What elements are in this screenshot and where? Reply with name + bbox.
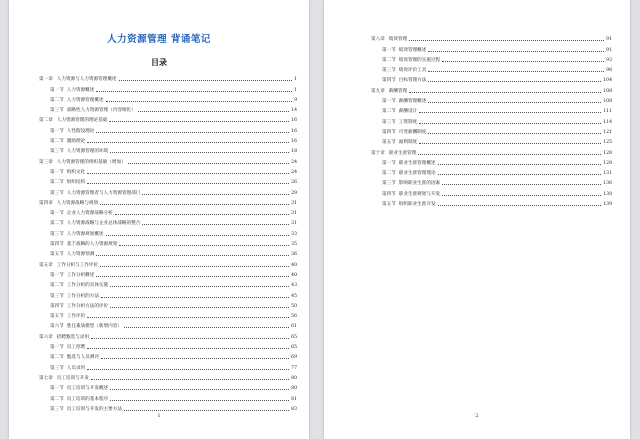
toc-entry-title: 员工培训与开发概述 xyxy=(66,386,109,392)
toc-leader-dots xyxy=(124,326,289,328)
toc-entry-number: 第五节 xyxy=(382,140,396,146)
toc-entry-number: 第二节 xyxy=(382,57,396,63)
toc-section-entry[interactable] xyxy=(39,350,297,360)
toc-entry-page: 16 xyxy=(291,139,297,145)
toc-leader-dots xyxy=(142,193,289,195)
toc-entry-title: 人力资源战略与企业总体战略的整合 xyxy=(66,221,141,227)
toc-entry-page: 45 xyxy=(291,293,297,299)
toc-entry-title: 工作分析的方法 xyxy=(66,293,99,299)
toc-leader-dots xyxy=(87,368,289,370)
toc-entry-page: 131 xyxy=(603,171,612,177)
toc-entry-title: 工作分析方法的评价 xyxy=(66,303,109,309)
toc-entry-number: 第四节 xyxy=(50,242,64,248)
toc-entry-title: 福利制度 xyxy=(398,140,418,146)
toc-section-entry[interactable] xyxy=(371,94,612,104)
toc-leader-dots xyxy=(87,316,289,318)
toc-section-entry[interactable] xyxy=(371,156,612,166)
toc-entry-title: 激励理论 xyxy=(66,139,86,145)
toc-entry-page: 35 xyxy=(291,242,297,248)
toc-section-entry[interactable] xyxy=(39,175,297,185)
toc-chapter-entry[interactable] xyxy=(39,329,297,339)
toc-entry-number: 第四节 xyxy=(382,78,396,84)
toc-leader-dots xyxy=(124,409,289,411)
toc-entry-number: 第一节 xyxy=(50,169,64,175)
toc-entry-number: 第五节 xyxy=(50,252,64,258)
toc-entry-number: 第一节 xyxy=(382,99,396,105)
toc-section-entry[interactable] xyxy=(39,391,297,401)
toc-entry-title: 基于战略的人力资源规划 xyxy=(66,242,118,248)
toc-entry-page: 1 xyxy=(294,77,297,83)
toc-entry-title: 人力资源与人力资源管理概述 xyxy=(56,77,117,83)
toc-chapter-entry[interactable] xyxy=(39,113,297,123)
toc-entry-page: 14 xyxy=(291,108,297,114)
toc-entry-title: 影响职业生涯的因素 xyxy=(398,181,441,187)
page-number: 1 xyxy=(157,413,161,419)
toc-section-entry[interactable] xyxy=(371,186,612,196)
document-title: 人力资源管理 背诵笔记 xyxy=(107,34,211,45)
toc-leader-dots xyxy=(428,80,601,82)
toc-entry-number: 第三节 xyxy=(50,406,64,412)
toc-entry-page: 91 xyxy=(606,47,612,53)
toc-entry-title: 人性假设理论 xyxy=(66,128,95,134)
toc-section-entry[interactable] xyxy=(39,288,297,298)
toc-entry-title: 组织结构 xyxy=(66,180,86,186)
toc-section-entry[interactable] xyxy=(371,197,612,207)
toc-section-entry[interactable] xyxy=(39,82,297,92)
toc-entry-page: 24 xyxy=(291,169,297,175)
toc-leader-dots xyxy=(115,213,289,215)
toc-section-entry[interactable] xyxy=(39,216,297,226)
toc-entry-number: 第一节 xyxy=(382,47,396,53)
toc-entry-page: 65 xyxy=(291,345,297,351)
toc-chapter-entry[interactable] xyxy=(371,145,612,155)
toc-entry-title: 人力资源预测 xyxy=(66,252,95,258)
toc-entry-title: 员工培训的基本程序 xyxy=(66,396,109,402)
toc-section-entry[interactable] xyxy=(39,134,297,144)
toc-leader-dots xyxy=(442,183,601,185)
toc-entry-number: 第三节 xyxy=(50,231,64,237)
toc-entry-number: 第二节 xyxy=(50,283,64,289)
toc-section-entry[interactable] xyxy=(39,381,297,391)
toc-leader-dots xyxy=(106,100,293,102)
toc-entry-number: 第三节 xyxy=(50,365,64,371)
toc-leader-dots xyxy=(106,234,290,236)
toc-leader-dots xyxy=(142,223,289,225)
toc-entry-title: 工作分析与工作评价 xyxy=(56,262,99,268)
toc-section-entry[interactable] xyxy=(39,247,297,257)
toc-entry-title: 职业生涯管理概述 xyxy=(398,160,436,166)
toc-entry-page: 18 xyxy=(291,149,297,155)
toc-entry-page: 61 xyxy=(291,324,297,330)
toc-leader-dots xyxy=(442,60,604,62)
toc-entry-number: 第三节 xyxy=(50,293,64,299)
toc-section-entry[interactable] xyxy=(39,278,297,288)
toc-entry-title: 可变薪酬制度 xyxy=(398,129,427,135)
toc-entry-page: 50 xyxy=(291,303,297,309)
toc-entry-title: 组织文化 xyxy=(66,169,86,175)
toc-leader-dots xyxy=(110,399,289,401)
toc-entry-title: 战略性人力资源管理（内容细化） xyxy=(66,108,136,114)
toc-entry-title: 人员录用 xyxy=(66,365,86,371)
toc-entry-page: 43 xyxy=(291,283,297,289)
toc-entry-number: 第一节 xyxy=(50,128,64,134)
toc-leader-dots xyxy=(119,244,289,246)
toc-entry-page: 128 xyxy=(603,160,612,166)
toc-entry-page: 81 xyxy=(291,396,297,402)
toc-leader-dots xyxy=(109,120,289,122)
toc-leader-dots xyxy=(428,101,601,103)
toc-entry-number: 第八章 xyxy=(371,37,385,43)
toc-entry-page: 111 xyxy=(603,109,612,115)
toc-entry-page: 121 xyxy=(603,129,612,135)
toc-entry-title: 人力资源概述 xyxy=(66,87,95,93)
toc-entry-page: 108 xyxy=(603,88,612,94)
toc-entry-title: 员工培训与开发的主要方法 xyxy=(66,406,122,412)
toc-entry-title: 人力资源战略与规划 xyxy=(56,200,99,206)
toc-entry-title: 人力资源管理概述 xyxy=(66,97,104,103)
toc-entry-number: 第三节 xyxy=(50,190,64,196)
toc-entry-title: 人力资源管理的理论基础 xyxy=(56,118,108,124)
toc-leader-dots xyxy=(91,337,289,339)
toc-leader-dots xyxy=(101,296,289,298)
toc-leader-dots xyxy=(87,141,289,143)
toc-chapter-entry[interactable] xyxy=(39,154,297,164)
toc-section-entry[interactable] xyxy=(39,268,297,278)
document-page-1 xyxy=(9,0,309,439)
toc-section-entry[interactable] xyxy=(39,144,297,154)
toc-entry-title: 胜任素质模型（新增内容） xyxy=(66,324,122,330)
toc-section-entry[interactable] xyxy=(39,402,297,412)
toc-leader-dots xyxy=(91,378,289,380)
toc-entry-page: 91 xyxy=(606,37,612,43)
toc-section-entry[interactable] xyxy=(39,123,297,133)
toc-entry-title: 绩效管理 xyxy=(388,37,408,43)
toc-leader-dots xyxy=(419,142,601,144)
toc-leader-dots xyxy=(128,162,289,164)
toc-entry-page: 31 xyxy=(291,221,297,227)
toc-section-entry[interactable] xyxy=(39,237,297,247)
toc-section-entry[interactable] xyxy=(39,340,297,350)
toc-entry-number: 第七章 xyxy=(39,375,53,381)
toc-leader-dots xyxy=(110,306,289,308)
toc-entry-page: 136 xyxy=(603,181,612,187)
toc-section-entry[interactable] xyxy=(371,166,612,176)
toc-leader-dots xyxy=(418,153,601,155)
toc-entry-title: 组织职业生涯开发 xyxy=(398,202,436,208)
document-page-2 xyxy=(324,0,630,439)
toc-entry-number: 第六章 xyxy=(39,334,53,340)
toc-section-entry[interactable] xyxy=(39,309,297,319)
toc-entry-page: 83 xyxy=(291,406,297,412)
page-number: 2 xyxy=(475,413,479,419)
toc-entry-page: 108 xyxy=(603,99,612,105)
toc-entry-page: 125 xyxy=(603,140,612,146)
toc-entry-page: 77 xyxy=(291,365,297,371)
toc-entry-title: 员工培训与开发 xyxy=(56,375,89,381)
toc-entry-page: 31 xyxy=(291,200,297,206)
toc-leader-dots xyxy=(438,163,602,165)
toc-entry-title: 绩效管理概述 xyxy=(398,47,427,53)
toc-entry-page: 1 xyxy=(294,87,297,93)
toc-entry-number: 第二节 xyxy=(50,396,64,402)
toc-entry-number: 第二节 xyxy=(50,97,64,103)
toc-heading: 目录 xyxy=(151,58,167,67)
toc-entry-page: 40 xyxy=(291,272,297,278)
toc-section-entry[interactable] xyxy=(39,103,297,113)
toc-entry-number: 第四节 xyxy=(50,303,64,309)
toc-entry-page: 24 xyxy=(291,159,297,165)
toc-leader-dots xyxy=(96,131,289,133)
toc-section-entry[interactable] xyxy=(371,176,612,186)
toc-entry-page: 29 xyxy=(291,190,297,196)
toc-section-entry[interactable] xyxy=(39,93,297,103)
toc-entry-number: 第二节 xyxy=(382,171,396,177)
table-of-contents xyxy=(371,32,612,207)
toc-entry-number: 第一节 xyxy=(50,211,64,217)
toc-leader-dots xyxy=(100,203,289,205)
toc-entry-title: 目标管理方法 xyxy=(398,78,427,84)
toc-leader-dots xyxy=(100,265,289,267)
toc-entry-number: 第五章 xyxy=(39,262,53,268)
toc-entry-number: 第一节 xyxy=(50,272,64,278)
toc-leader-dots xyxy=(96,275,289,277)
toc-leader-dots xyxy=(438,204,602,206)
toc-section-entry[interactable] xyxy=(39,165,297,175)
toc-entry-page: 16 xyxy=(291,118,297,124)
toc-chapter-entry[interactable] xyxy=(39,257,297,267)
toc-entry-number: 第三节 xyxy=(50,108,64,114)
toc-section-entry[interactable] xyxy=(39,360,297,370)
toc-leader-dots xyxy=(101,357,289,359)
toc-section-entry[interactable] xyxy=(371,42,612,52)
toc-entry-number: 第一章 xyxy=(39,77,53,83)
toc-leader-dots xyxy=(438,173,602,175)
toc-entry-page: 114 xyxy=(603,119,612,125)
toc-entry-title: 工作分析的具体实施 xyxy=(66,283,109,289)
toc-entry-number: 第二节 xyxy=(50,221,64,227)
toc-entry-number: 第一节 xyxy=(382,160,396,166)
toc-entry-number: 第一节 xyxy=(50,345,64,351)
toc-section-entry[interactable] xyxy=(371,135,612,145)
toc-entry-number: 第三节 xyxy=(382,68,396,74)
table-of-contents xyxy=(39,72,297,412)
toc-entry-page: 40 xyxy=(291,262,297,268)
toc-entry-number: 第二节 xyxy=(50,139,64,145)
toc-leader-dots xyxy=(428,50,604,52)
toc-entry-page: 93 xyxy=(606,57,612,63)
toc-entry-number: 第六节 xyxy=(50,324,64,330)
toc-entry-page: 33 xyxy=(291,231,297,237)
toc-entry-title: 人力资源管理者与人力资源管理部门 xyxy=(66,190,141,196)
toc-entry-title: 工资制度 xyxy=(398,119,418,125)
toc-leader-dots xyxy=(428,132,601,134)
toc-entry-number: 第三节 xyxy=(382,181,396,187)
toc-entry-title: 绩效评价工具 xyxy=(398,68,427,74)
toc-entry-title: 工作评价 xyxy=(66,314,86,320)
toc-leader-dots xyxy=(87,172,289,174)
toc-entry-title: 职业生涯管理 xyxy=(388,150,417,156)
toc-leader-dots xyxy=(96,90,292,92)
toc-entry-page: 65 xyxy=(291,334,297,340)
toc-entry-title: 甄选与人员测评 xyxy=(66,355,99,361)
toc-entry-title: 薪酬管理 xyxy=(388,88,408,94)
toc-entry-page: 98 xyxy=(606,68,612,74)
toc-section-entry[interactable] xyxy=(371,125,612,135)
toc-entry-number: 第一节 xyxy=(50,386,64,392)
toc-entry-number: 第三节 xyxy=(382,119,396,125)
toc-entry-number: 第二章 xyxy=(39,118,53,124)
toc-entry-title: 员工招聘 xyxy=(66,345,86,351)
toc-entry-title: 人力资源管理的环境 xyxy=(66,149,109,155)
toc-section-entry[interactable] xyxy=(39,226,297,236)
toc-leader-dots xyxy=(96,254,289,256)
toc-entry-number: 第三章 xyxy=(39,159,53,165)
toc-section-entry[interactable] xyxy=(39,206,297,216)
toc-entry-title: 招聘甄选与录用 xyxy=(56,334,89,340)
toc-entry-page: 80 xyxy=(291,375,297,381)
toc-section-entry[interactable] xyxy=(39,185,297,195)
toc-leader-dots xyxy=(419,111,601,113)
toc-entry-page: 56 xyxy=(291,314,297,320)
toc-section-entry[interactable] xyxy=(39,299,297,309)
toc-section-entry[interactable] xyxy=(39,319,297,329)
toc-chapter-entry[interactable] xyxy=(371,83,612,93)
toc-entry-title: 绩效管理的实施过程 xyxy=(398,57,441,63)
toc-entry-page: 16 xyxy=(291,128,297,134)
toc-leader-dots xyxy=(110,285,289,287)
toc-chapter-entry[interactable] xyxy=(39,72,297,82)
toc-entry-title: 职业生涯管理理论 xyxy=(398,171,436,177)
toc-entry-page: 138 xyxy=(603,191,612,197)
toc-leader-dots xyxy=(110,388,289,390)
toc-section-entry[interactable] xyxy=(371,63,612,73)
toc-section-entry[interactable] xyxy=(371,104,612,114)
toc-entry-number: 第十章 xyxy=(371,150,385,156)
toc-chapter-entry[interactable] xyxy=(371,32,612,42)
toc-entry-page: 128 xyxy=(603,150,612,156)
toc-entry-page: 26 xyxy=(291,180,297,186)
toc-entry-number: 第四节 xyxy=(382,129,396,135)
toc-entry-title: 工作分析概述 xyxy=(66,272,95,278)
toc-leader-dots xyxy=(87,347,289,349)
toc-leader-dots xyxy=(87,182,289,184)
toc-entry-page: 31 xyxy=(291,211,297,217)
toc-entry-number: 第四章 xyxy=(39,200,53,206)
toc-chapter-entry[interactable] xyxy=(39,371,297,381)
toc-leader-dots xyxy=(409,39,604,41)
toc-leader-dots xyxy=(409,91,601,93)
toc-entry-page: 9 xyxy=(294,97,297,103)
toc-section-entry[interactable] xyxy=(371,53,612,63)
toc-leader-dots xyxy=(110,151,289,153)
toc-entry-number: 第四节 xyxy=(382,191,396,197)
toc-entry-number: 第一节 xyxy=(50,87,64,93)
toc-chapter-entry[interactable] xyxy=(39,196,297,206)
toc-entry-title: 人力资源管理的组织基础（增加） xyxy=(56,159,126,165)
toc-section-entry[interactable] xyxy=(371,114,612,124)
toc-entry-title: 职业生涯规划与开发 xyxy=(398,191,441,197)
toc-entry-title: 人力资源规划概述 xyxy=(66,231,104,237)
toc-entry-number: 第九章 xyxy=(371,88,385,94)
toc-leader-dots xyxy=(442,194,601,196)
toc-entry-title: 企业人力资源战略分析 xyxy=(66,211,113,217)
toc-leader-dots xyxy=(428,70,604,72)
toc-entry-number: 第五节 xyxy=(50,314,64,320)
toc-entry-page: 80 xyxy=(291,386,297,392)
toc-entry-number: 第二节 xyxy=(382,109,396,115)
toc-entry-title: 薪酬设计 xyxy=(398,109,418,115)
toc-leader-dots xyxy=(419,122,601,124)
toc-entry-page: 104 xyxy=(603,78,612,84)
toc-entry-page: 139 xyxy=(603,202,612,208)
toc-entry-number: 第二节 xyxy=(50,180,64,186)
toc-leader-dots xyxy=(119,79,293,81)
toc-entry-number: 第三节 xyxy=(50,149,64,155)
toc-entry-number: 第二节 xyxy=(50,355,64,361)
toc-entry-title: 薪酬管理概述 xyxy=(398,99,427,105)
toc-leader-dots xyxy=(138,110,289,112)
toc-section-entry[interactable] xyxy=(371,73,612,83)
toc-entry-page: 36 xyxy=(291,252,297,258)
toc-entry-number: 第五节 xyxy=(382,202,396,208)
toc-entry-page: 69 xyxy=(291,355,297,361)
